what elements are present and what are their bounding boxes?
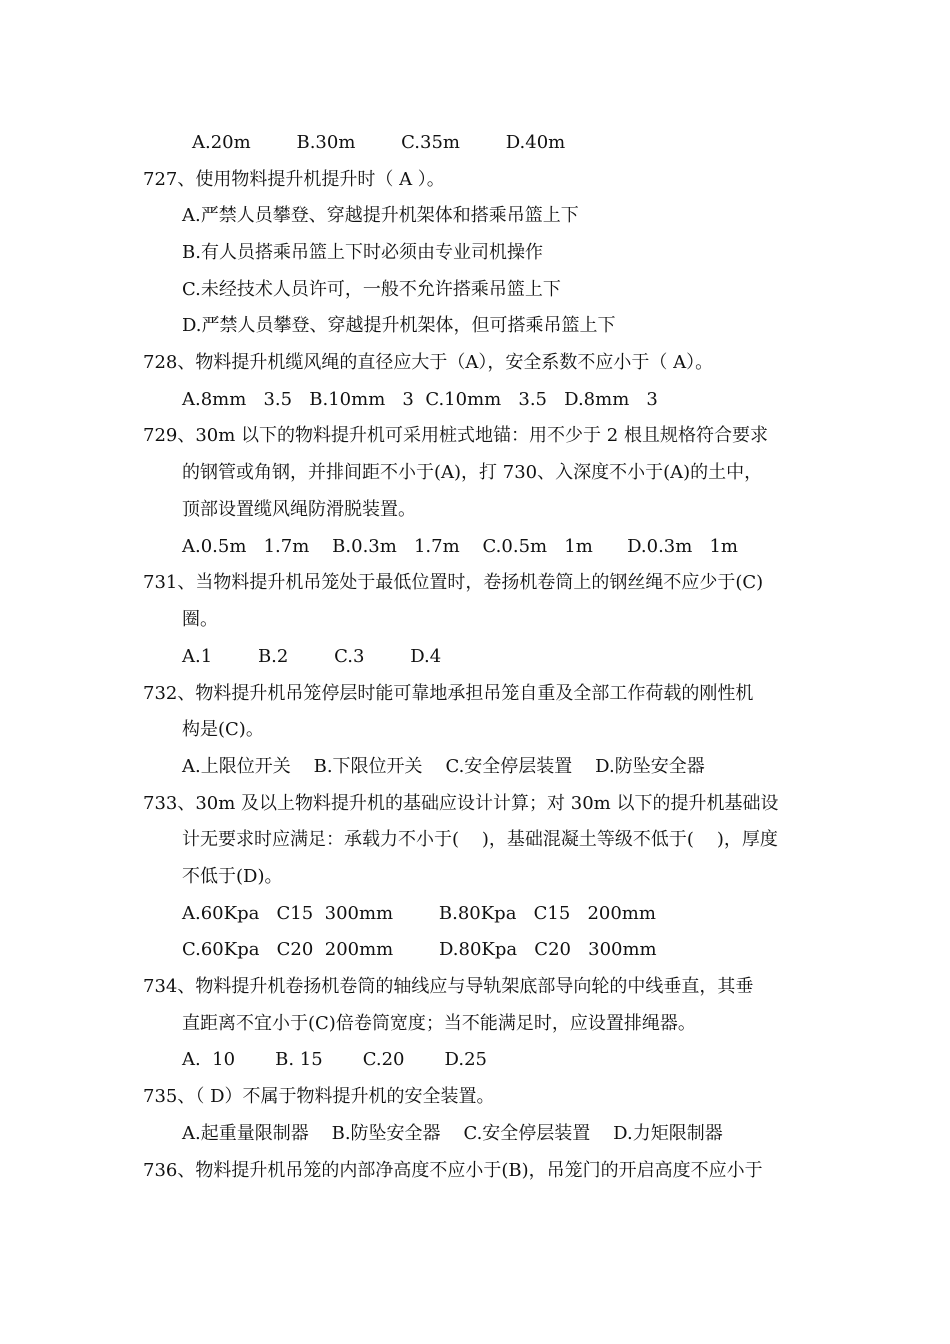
options-732: A.上限位开关 B.下限位开关 C.安全停层装置 D.防坠安全器 [182,756,705,777]
question-734-cont: 直距离不宜小于(C)倍卷筒宽度；当不能满足时，应设置排绳器。 [182,1013,696,1034]
option-727-b: B.有人员搭乘吊篮上下时必须由专业司机操作 [182,242,543,263]
question-735: 735、（ D）不属于物料提升机的安全装置。 [143,1086,495,1107]
options-728: A.8mm 3.5 B.10mm 3 C.10mm 3.5 D.8mm 3 [182,389,658,410]
question-733-cont2: 不低于(D)。 [182,866,283,887]
question-731-cont: 圈。 [182,609,218,630]
options-729: A.0.5m 1.7m B.0.3m 1.7m C.0.5m 1m D.0.3m 1m [182,536,739,557]
option-727-c: C.未经技术人员许可，一般不允许搭乘吊篮上下 [182,279,561,300]
options-726: A.20m B.30m C.35m D.40m [192,132,566,153]
option-727-a: A.严禁人员攀登、穿越提升机架体和搭乘吊篮上下 [182,205,579,226]
question-733-cont: 计无要求时应满足：承载力不小于( )，基础混凝土等级不低于( )，厚度 [182,829,778,850]
option-727-d: D.严禁人员攀登、穿越提升机架体，但可搭乘吊篮上下 [182,315,616,336]
options-733-cd: C.60Kpa C20 200mm D.80Kpa C20 300mm [182,939,657,960]
question-733: 733、30m 及以上物料提升机的基础应设计计算；对 30m 以下的提升机基础设 [143,793,779,814]
options-731: A.1 B.2 C.3 D.4 [182,646,442,667]
question-729-cont2: 顶部设置缆风绳防滑脱装置。 [182,499,416,520]
question-728: 728、物料提升机缆风绳的直径应大于（A），安全系数不应小于（ A）。 [143,352,714,373]
options-733-ab: A.60Kpa C15 300mm B.80Kpa C15 200mm [182,903,656,924]
options-734: A. 10 B. 15 C.20 D.25 [182,1049,487,1070]
question-734: 734、物料提升机卷扬机卷筒的轴线应与导轨架底部导向轮的中线垂直，其垂 [143,976,754,997]
question-727: 727、使用物料提升机提升时（ A ）。 [143,169,445,190]
question-729-cont: 的钢管或角钢，并排间距不小于(A)，打 730、入深度不小于(A)的土中， [182,462,763,483]
options-735: A.起重量限制器 B.防坠安全器 C.安全停层装置 D.力矩限制器 [182,1123,723,1144]
question-732: 732、物料提升机吊笼停层时能可靠地承担吊笼自重及全部工作荷载的刚性机 [143,683,754,704]
question-731: 731、当物料提升机吊笼处于最低位置时，卷扬机卷筒上的钢丝绳不应少于(C) [143,572,764,593]
question-736: 736、物料提升机吊笼的内部净高度不应小于(B)，吊笼门的开启高度不应小于 [143,1160,763,1181]
question-732-cont: 构是(C)。 [182,719,264,740]
question-729: 729、30m 以下的物料提升机可采用桩式地锚：用不少于 2 根且规格符合要求 [143,425,768,446]
